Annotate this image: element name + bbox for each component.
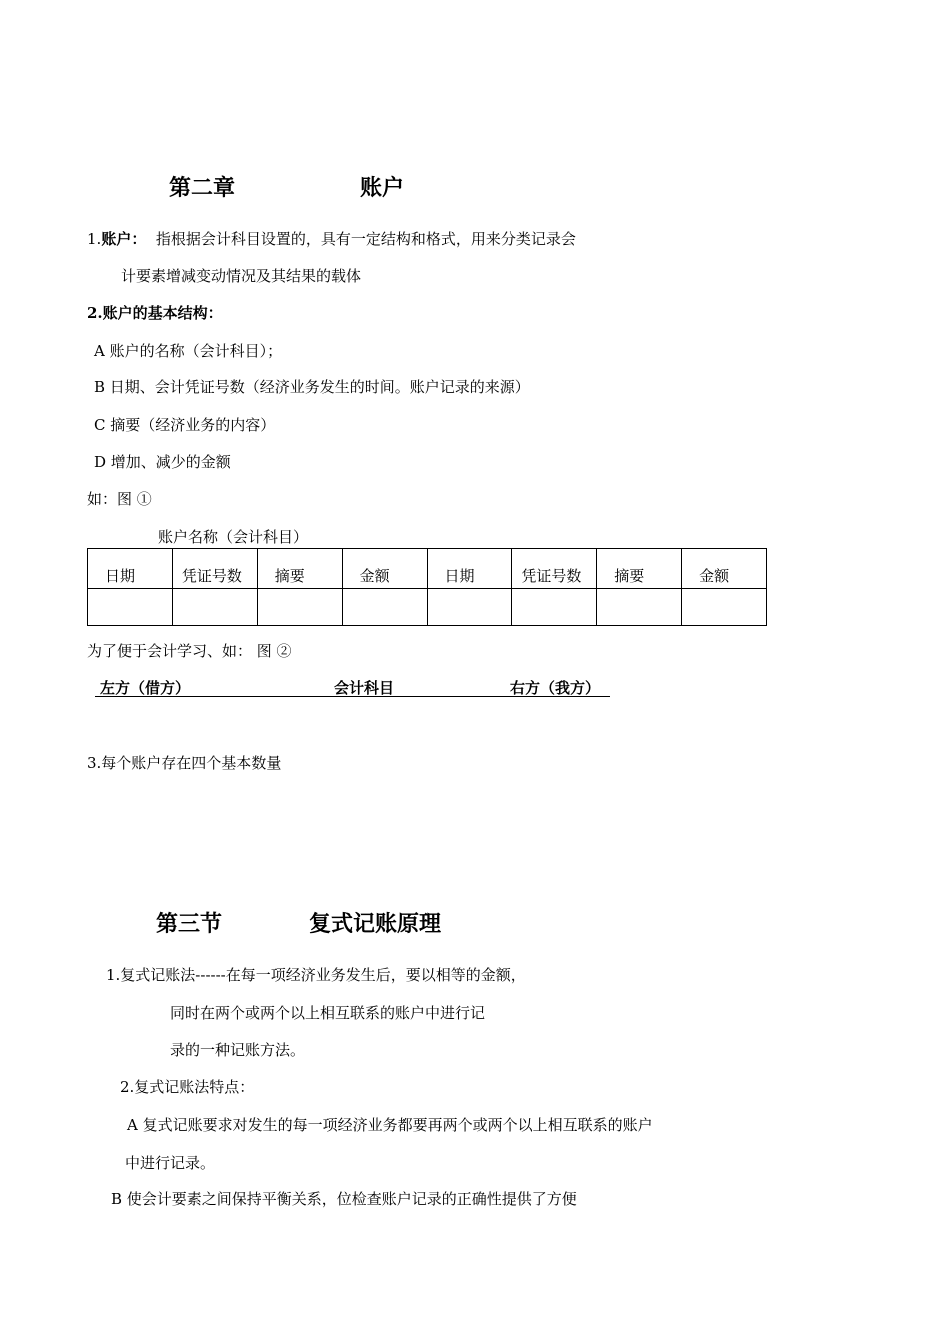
ledger-header-cell: 金额	[342, 549, 427, 589]
ledger-caption: 账户名称（会计科目）	[158, 528, 309, 546]
ledger-header-cell: 摘要	[257, 549, 342, 589]
ledger-cell	[597, 589, 682, 626]
double-entry-def-line-1: 1.复式记账法------在每一项经济业务发生后，要以相等的金额，	[106, 966, 526, 984]
t-account-center: 会计科目	[334, 679, 395, 697]
ledger-cell	[257, 589, 342, 626]
ledger-cell	[342, 589, 427, 626]
features-heading: 2.复式记账法特点：	[120, 1078, 255, 1096]
ledger-cell	[88, 589, 173, 626]
chapter-number: 第二章	[169, 175, 236, 201]
ledger-header-cell: 摘要	[597, 549, 682, 589]
feature-a-line-2: 中进行记录。	[125, 1154, 216, 1172]
ledger-header-cell: 凭证号数	[512, 549, 597, 589]
ledger-header-cell: 日期	[427, 549, 512, 589]
figure-1-label: 如：图 ①	[87, 490, 152, 508]
t-account-left: 左方（借方）	[100, 679, 191, 697]
definition-line-2: 计要素增减变动情况及其结果的载体	[121, 267, 362, 285]
t-account-right: 右方（我方）	[510, 679, 601, 697]
ledger-empty-row	[88, 589, 767, 626]
definition-term: 账户	[101, 230, 132, 248]
structure-item-a: A 账户的名称（会计科目）；	[94, 342, 283, 360]
feature-a-line-1: A 复式记账要求对发生的每一项经济业务都要再两个或两个以上相互联系的账户	[127, 1116, 653, 1134]
structure-item-c: C 摘要（经济业务的内容）	[94, 416, 276, 434]
structure-item-b: B 日期、会计凭证号数（经济业务发生的时间。账户记录的来源）	[94, 378, 530, 396]
structure-heading: 2.账户的基本结构：	[87, 304, 223, 322]
ledger-cell	[427, 589, 512, 626]
definition-colon: ：	[131, 230, 147, 248]
double-entry-def-line-3: 录的一种记账方法。	[170, 1041, 306, 1059]
ledger-cell	[172, 589, 257, 626]
point-3: 3.每个账户存在四个基本数量	[87, 754, 282, 772]
double-entry-def-line-2: 同时在两个或两个以上相互联系的账户中进行记	[170, 1004, 486, 1022]
ledger-header-cell: 凭证号数	[172, 549, 257, 589]
definition-line-1: 指根据会计科目设置的，具有一定结构和格式，用来分类记录会	[155, 230, 576, 248]
chapter-title: 账户	[360, 175, 405, 201]
feature-b: B 使会计要素之间保持平衡关系，位检查账户记录的正确性提供了方便	[111, 1190, 577, 1208]
ledger-table	[87, 548, 767, 626]
ledger-header-row	[88, 549, 767, 589]
account-definition	[87, 229, 576, 249]
ledger-cell	[682, 589, 767, 626]
structure-item-d: D 增加、减少的金额	[94, 453, 231, 471]
ledger-header-cell: 金额	[682, 549, 767, 589]
section-number: 第三节	[156, 911, 223, 937]
ledger-header-cell: 日期	[88, 549, 173, 589]
figure-2-intro: 为了便于会计学习、如： 图 ②	[87, 642, 292, 660]
section-title: 复式记账原理	[309, 911, 442, 937]
t-account-line	[95, 696, 610, 697]
definition-prefix: 1.	[87, 230, 102, 248]
ledger-cell	[512, 589, 597, 626]
